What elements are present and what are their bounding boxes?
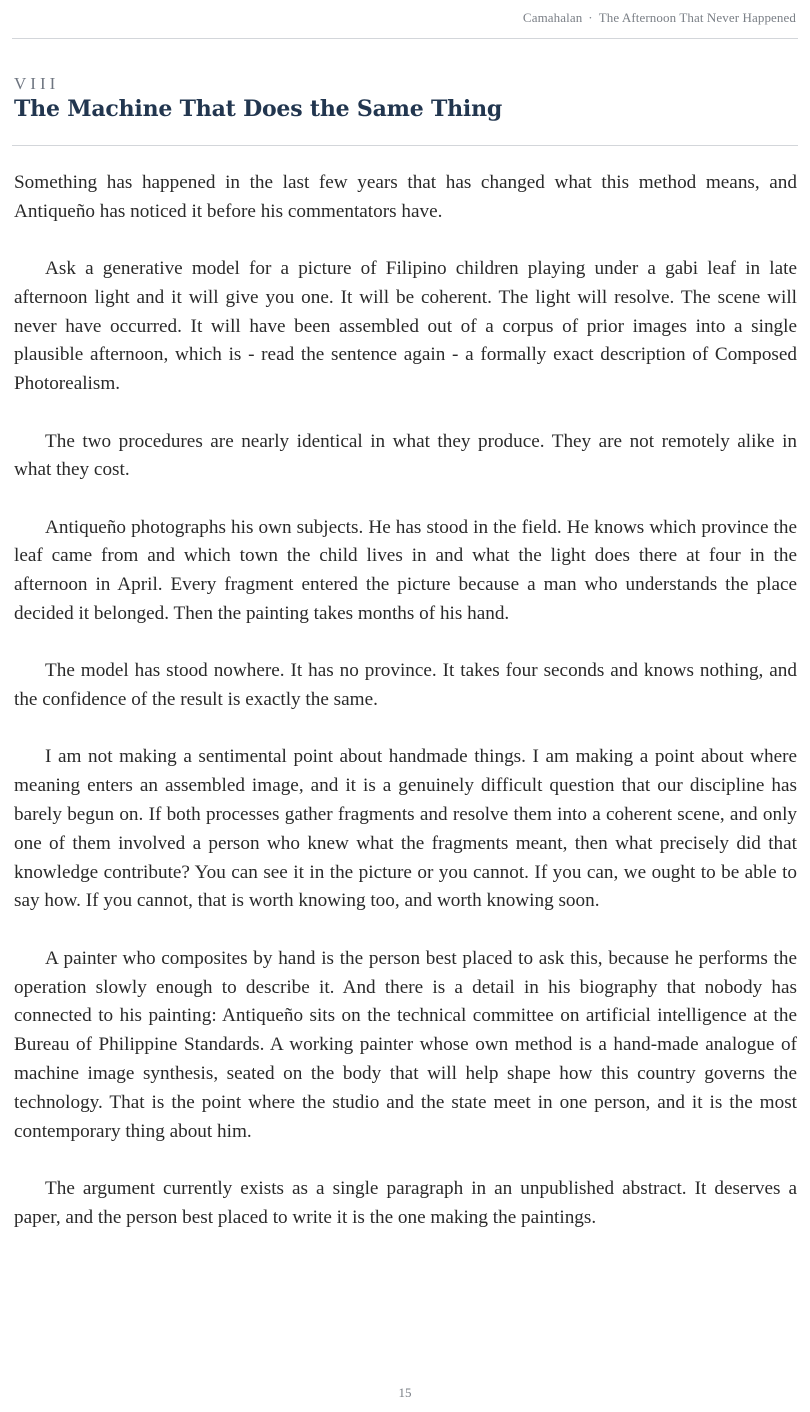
paragraph: Something has happened in the last few years that has changed what this method means, and Antiqueño has noticed it before his commentators have. <box>14 172 797 222</box>
title-divider <box>12 145 798 146</box>
paragraph: A painter who composites by hand is the person best placed to ask this, because he performs the operation slowly enough to describe it. And there is a detail in his biography that nobody has connected to his painting: Antiqueño sits on the technical committee on artificial intelligence at the Bureau of Philippine Standards. A working painter whose own method is a hand-made analogue of machine image synthesis, seated on the body that will help shape how this country governs the technology. That is the point where the studio and the state meet in one person, and it is the most contemporary thing about him. <box>14 947 797 1142</box>
header-work-title: The Afternoon That Never Happened <box>598 10 796 25</box>
paragraph: I am not making a sentimental point about handmade things. I am making a point about where meaning enters an assembled image, and it is a genuinely difficult question that our discipline has barely begun on. If both processes gather fragments and resolve them into a coherent scene, and only one of them involved a person who knew what the fragments meant, then what precisely did that knowledge contribute? You can see it in the picture or you cannot. If you can, we ought to be able to say how. If you cannot, that is worth knowing too, and worth knowing soon. <box>14 746 797 912</box>
chapter-title: The Machine That Does the Same Thing <box>14 96 503 122</box>
page-number: 15 <box>398 1385 412 1400</box>
header-divider <box>12 38 798 39</box>
chapter-body <box>14 169 797 1261</box>
running-header <box>523 10 796 26</box>
paragraph: Ask a generative model for a picture of Filipino children playing under a gabi leaf in late afternoon light and it will give you one. It will be coherent. The light will resolve. The scene will never have occurred. It will have been assembled out of a corpus of prior images into a single plausible afternoon, which is - read the sentence again - a formally exact description of Composed Photorealism. <box>14 258 797 395</box>
paragraph: The two procedures are nearly identical in what they produce. They are not remotely alike in what they cost. <box>14 430 797 481</box>
paragraph: The model has stood nowhere. It has no province. It takes four seconds and knows nothing, and the confidence of the result is exactly the same. <box>14 660 797 711</box>
header-author: Camahalan <box>522 10 583 25</box>
paragraph: Antiqueño photographs his own subjects. He has stood in the field. He knows which province the leaf came from and which town the child lives in and what the light does there at four in the afternoon in April. Every fragment entered the picture because a man who understands the place decided it belonged. Then the painting takes months of his hand. <box>14 516 797 625</box>
paragraph: The argument currently exists as a single paragraph in an unpublished abstract. It deserves a paper, and the person best placed to write it is the one making the paintings. <box>14 1177 797 1228</box>
chapter-number: VIII <box>14 74 60 93</box>
header-separator: · <box>588 10 593 25</box>
